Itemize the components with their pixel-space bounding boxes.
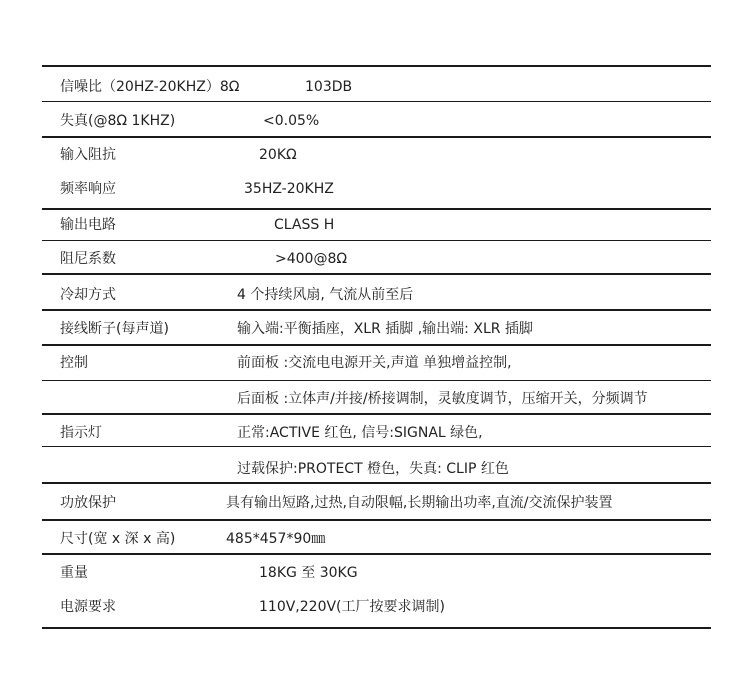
table-rule bbox=[42, 519, 711, 521]
spec-label: 功放保护 bbox=[60, 495, 116, 511]
spec-value: 35HZ-20KHZ bbox=[244, 181, 334, 197]
table-rule bbox=[42, 413, 711, 415]
table-rule bbox=[42, 136, 711, 138]
table-rule bbox=[42, 65, 711, 67]
spec-label: 阻尼系数 bbox=[60, 251, 116, 267]
table-rule bbox=[42, 446, 711, 447]
table-rule bbox=[42, 208, 711, 210]
table-rule bbox=[42, 627, 711, 629]
spec-value: 后面板 :立体声/并接/桥接调制，灵敏度调节，压缩开关，分频调节 bbox=[237, 391, 648, 407]
table-rule bbox=[42, 309, 711, 311]
spec-label: 冷却方式 bbox=[60, 287, 116, 303]
spec-value: 110V,220V(工厂按要求调制) bbox=[259, 599, 445, 615]
spec-label: 控制 bbox=[60, 355, 88, 371]
table-rule bbox=[42, 380, 711, 381]
spec-label: 重量 bbox=[60, 565, 88, 581]
spec-value: 103DB bbox=[305, 79, 353, 95]
spec-value: 具有输出短路,过热,自动限幅,长期输出功率,直流/交流保护装置 bbox=[226, 495, 613, 511]
spec-label: 接线断子(每声道) bbox=[60, 321, 169, 337]
spec-value: 4 个持续风扇, 气流从前至后 bbox=[237, 287, 414, 303]
spec-value: 正常:ACTIVE 红色, 信号:SIGNAL 绿色, bbox=[237, 425, 483, 441]
table-rule bbox=[42, 553, 711, 555]
spec-value: 输入端:平衡插座，XLR 插脚 ,输出端: XLR 插脚 bbox=[237, 321, 533, 337]
spec-label: 电源要求 bbox=[60, 599, 116, 615]
spec-label: 输入阻抗 bbox=[60, 147, 116, 163]
table-rule bbox=[42, 101, 711, 102]
spec-value: 20KΩ bbox=[259, 147, 297, 163]
spec-value: <0.05% bbox=[263, 113, 320, 129]
table-rule bbox=[42, 482, 711, 484]
table-rule bbox=[42, 273, 711, 275]
table-rule bbox=[42, 240, 711, 241]
spec-value: 前面板 :交流电电源开关,声道 单独增益控制, bbox=[237, 355, 512, 371]
spec-label: 信噪比（20HZ-20KHZ）8Ω bbox=[60, 79, 240, 95]
spec-value: 18KG 至 30KG bbox=[259, 565, 358, 581]
spec-value: 485*457*90㎜ bbox=[226, 531, 326, 547]
spec-label: 频率响应 bbox=[60, 181, 116, 197]
spec-value: CLASS H bbox=[274, 217, 335, 233]
spec-label: 输出电路 bbox=[60, 217, 116, 233]
spec-label: 失真(@8Ω 1KHZ) bbox=[60, 113, 176, 129]
spec-value: 过载保护:PROTECT 橙色，失真: CLIP 红色 bbox=[237, 461, 509, 477]
spec-label: 尺寸(宽 x 深 x 高) bbox=[60, 531, 176, 547]
spec-label: 指示灯 bbox=[60, 425, 102, 441]
table-rule bbox=[42, 344, 711, 346]
spec-value: >400@8Ω bbox=[275, 251, 348, 267]
